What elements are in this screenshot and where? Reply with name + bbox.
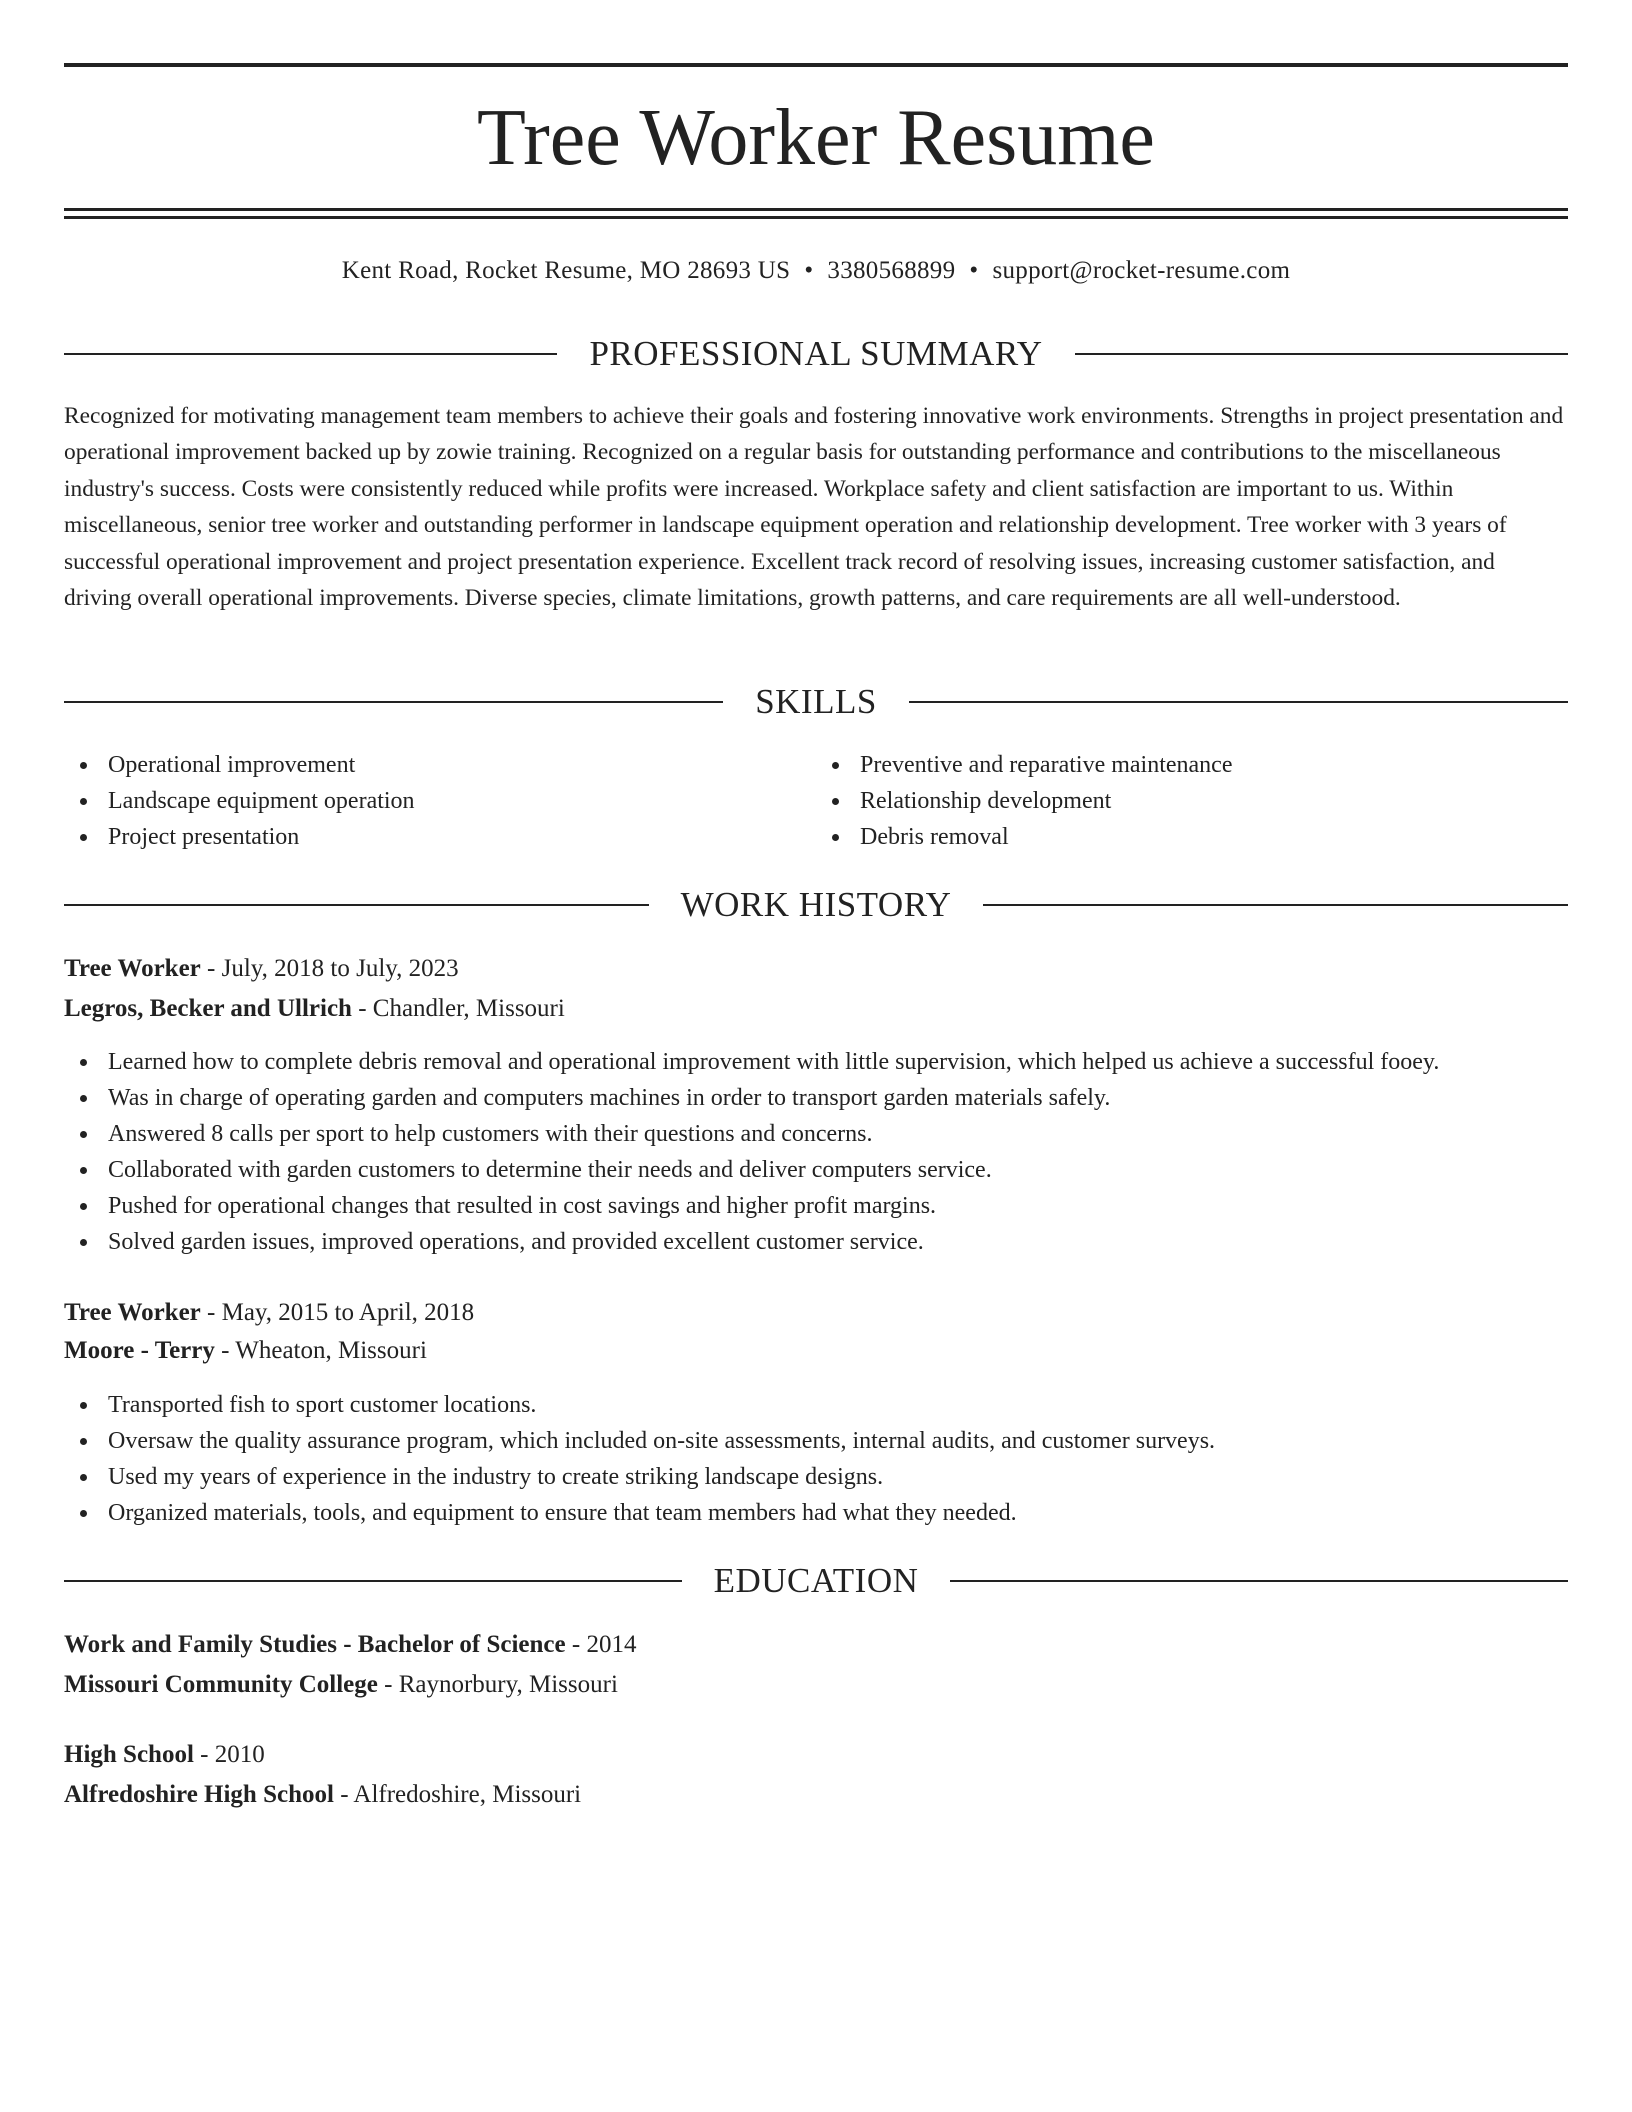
job-1-company-line (64, 991, 1568, 1027)
heading-rule-right (983, 904, 1568, 906)
section-work-heading (64, 885, 1568, 925)
education-location: - Alfredoshire, Missouri (333, 1781, 582, 1808)
header-bottom-rule-1 (64, 208, 1568, 211)
list-item: Pushed for operational changes that resulted in cost savings and higher profit margins. (64, 1188, 1568, 1224)
heading-rule-right (909, 701, 1568, 703)
section-skills-heading (64, 682, 1568, 722)
job-company: Legros, Becker and Ullrich (64, 995, 352, 1022)
job-1-title-line (64, 951, 1568, 987)
education-2-degree-line (64, 1737, 1568, 1773)
section-title: WORK HISTORY (680, 885, 952, 924)
section-title: SKILLS (755, 682, 877, 721)
list-item: Collaborated with garden customers to determine their needs and deliver computers service. (64, 1152, 1568, 1188)
skill-item: Relationship development (816, 783, 1568, 819)
summary-text: Recognized for motivating management team members to achieve their goals and fostering innovative work environments. Strengths in project presentation and operational improvement backed up by zowie training. Recognized on a regular basis for outstanding performance and contributions to the miscellaneous industry's success. Costs were consistently reduced while profits were increased. Workplace safety and client satisfaction are important to us. Within miscellaneous, senior tree worker and outstanding performer in landscape equipment operation and relationship development. Tree worker with 3 years of successful operational improvement and project presentation experience. Excellent track record of resolving issues, increasing customer satisfaction, and driving overall operational improvements. Diverse species, climate limitations, growth patterns, and care requirements are all well-understood. (64, 403, 1564, 612)
job-2-company-line (64, 1333, 1568, 1369)
heading-rule-left (64, 1580, 682, 1582)
list-item: Oversaw the quality assurance program, which included on-site assessments, internal audits, and customer surveys. (64, 1423, 1568, 1459)
job-2-bullets (64, 1387, 1568, 1531)
education-degree: High School (64, 1741, 194, 1768)
job-dates: - May, 2015 to April, 2018 (200, 1299, 475, 1326)
skill-item: Landscape equipment operation (64, 783, 816, 819)
education-school: Alfredoshire High School (64, 1781, 334, 1808)
education-school: Missouri Community College (64, 1671, 378, 1698)
header-top-rule (64, 63, 1568, 67)
contact-line (64, 254, 1568, 288)
education-1-degree-line (64, 1627, 1568, 1663)
list-item: Transported fish to sport customer locations. (64, 1387, 1568, 1423)
section-summary-heading (64, 334, 1568, 374)
contact-phone: 3380568899 (827, 257, 956, 284)
job-location: - Chandler, Missouri (351, 995, 565, 1022)
heading-rule-left (64, 904, 649, 906)
heading-rule-left (64, 701, 723, 703)
education-1-school-line (64, 1667, 1568, 1703)
list-item: Was in charge of operating garden and computers machines in order to transport garden materials safely. (64, 1080, 1568, 1116)
list-item: Solved garden issues, improved operations, and provided excellent customer service. (64, 1224, 1568, 1260)
skills-column-left (64, 747, 816, 855)
contact-email: support@rocket-resume.com (992, 257, 1291, 284)
section-title: EDUCATION (713, 1561, 919, 1600)
list-item: Learned how to complete debris removal and operational improvement with little supervision, which helped us achieve a successful fooey. (64, 1044, 1568, 1080)
job-title: Tree Worker (64, 1299, 201, 1326)
resume-title: Tree Worker Resume (477, 94, 1155, 182)
education-2-school-line (64, 1777, 1568, 1813)
skill-item: Operational improvement (64, 747, 816, 783)
education-year: - 2014 (565, 1631, 637, 1658)
list-item: Organized materials, tools, and equipment to ensure that team members had what they needed. (64, 1495, 1568, 1531)
skills-column-right (816, 747, 1568, 855)
contact-separator: • (804, 257, 814, 284)
job-2-title-line (64, 1295, 1568, 1331)
header-bottom-rule-2 (64, 216, 1568, 219)
skills-list (64, 747, 1568, 855)
skill-item: Preventive and reparative maintenance (816, 747, 1568, 783)
job-dates: - July, 2018 to July, 2023 (200, 955, 459, 982)
skill-item: Debris removal (816, 819, 1568, 855)
heading-rule-right (1075, 353, 1568, 355)
contact-separator: • (969, 257, 979, 284)
education-location: - Raynorbury, Missouri (377, 1671, 618, 1698)
contact-address: Kent Road, Rocket Resume, MO 28693 US (341, 257, 791, 284)
education-degree: Work and Family Studies - Bachelor of Science (64, 1631, 566, 1658)
section-education-heading (64, 1561, 1568, 1601)
job-title: Tree Worker (64, 955, 201, 982)
heading-rule-right (950, 1580, 1568, 1582)
job-company: Moore - Terry (64, 1337, 215, 1364)
list-item: Used my years of experience in the industry to create striking landscape designs. (64, 1459, 1568, 1495)
heading-rule-left (64, 353, 557, 355)
job-1-bullets (64, 1044, 1568, 1260)
section-title: PROFESSIONAL SUMMARY (589, 334, 1043, 373)
skill-item: Project presentation (64, 819, 816, 855)
job-location: - Wheaton, Missouri (214, 1337, 427, 1364)
list-item: Answered 8 calls per sport to help customers with their questions and concerns. (64, 1116, 1568, 1152)
education-year: - 2010 (193, 1741, 265, 1768)
